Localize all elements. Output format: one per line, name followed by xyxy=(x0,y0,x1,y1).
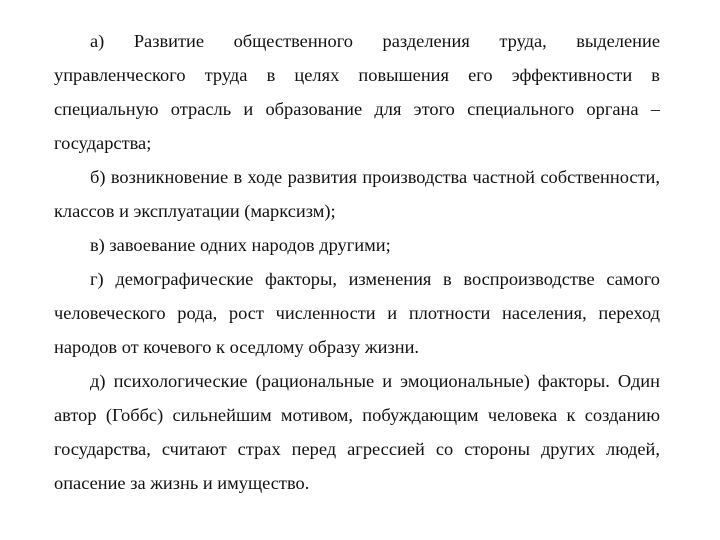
document-body xyxy=(54,24,660,500)
paragraph-b: б) возникновение в ходе развития производства частной собственности, классов и эксплуатации (марксизм); xyxy=(54,167,660,221)
paragraph-g: г) демографические факторы, изменения в воспроизводстве самого человеческого рода, рост численности и плотности населения, переход народов от кочевого к оседлому образу жизни. xyxy=(54,269,660,357)
paragraph-a: а) Развитие общественного разделения труда, выделение управленческого труда в целях повышения его эффективности в специальную отрасль и образование для этого специального органа – государства; xyxy=(54,31,660,153)
paragraph-v: в) завоевание одних народов другими; xyxy=(90,235,391,255)
paragraph-d: д) психологические (рациональные и эмоциональные) факторы. Один автор (Гоббс) сильнейшим мотивом, побуждающим человека к созданию государства, считают страх перед агрессией со стороны других людей, опасение за жизнь и имущество. xyxy=(54,371,660,493)
